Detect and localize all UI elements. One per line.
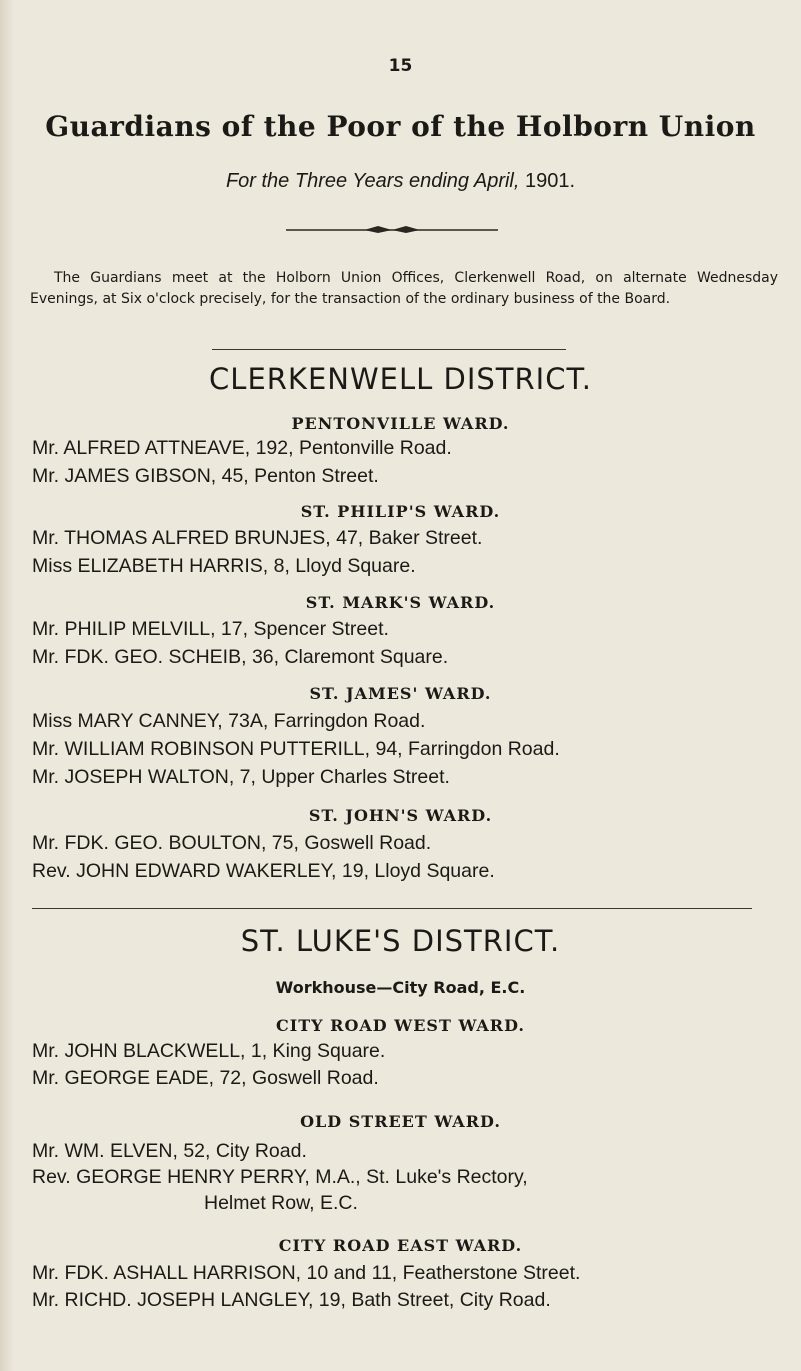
guardian-entry: Rev. GEORGE HENRY PERRY, M.A., St. Luke's Rectory,	[32, 1166, 528, 1188]
guardian-entry-continued: Helmet Row, E.C.	[204, 1192, 358, 1214]
guardian-entry: Rev. JOHN EDWARD WAKERLEY, 19, Lloyd Square.	[32, 860, 495, 882]
subtitle-year: 1901.	[525, 170, 576, 192]
subtitle-text: For the Three Years ending April,	[225, 170, 520, 192]
district-heading-st-lukes: ST. LUKE'S DISTRICT.	[240, 924, 561, 958]
guardian-entry: Mr. WILLIAM ROBINSON PUTTERILL, 94, Farringdon Road.	[32, 738, 560, 760]
section-rule	[212, 349, 566, 350]
ornament-divider	[286, 223, 498, 235]
section-rule	[32, 908, 752, 909]
page-subtitle	[0, 170, 801, 193]
ward-heading-old-street: OLD STREET WARD.	[300, 1112, 501, 1131]
guardian-entry: Mr. PHILIP MELVILL, 17, Spencer Street.	[32, 618, 389, 640]
guardian-entry: Mr. JAMES GIBSON, 45, Penton Street.	[32, 465, 379, 487]
guardian-entry: Mr. RICHD. JOSEPH LANGLEY, 19, Bath Street, City Road.	[32, 1289, 551, 1311]
ward-heading-st-marks: ST. MARK'S WARD.	[305, 593, 496, 612]
page-number: 15	[388, 56, 413, 76]
guardian-entry: Miss MARY CANNEY, 73A, Farringdon Road.	[32, 710, 426, 732]
guardian-entry: Mr. FDK. ASHALL HARRISON, 10 and 11, Featherstone Street.	[32, 1262, 581, 1284]
guardian-entry: Mr. WM. ELVEN, 52, City Road.	[32, 1140, 307, 1162]
guardian-entry: Mr. THOMAS ALFRED BRUNJES, 47, Baker Street.	[32, 527, 483, 549]
guardian-entry: Mr. JOHN BLACKWELL, 1, King Square.	[32, 1040, 386, 1062]
guardian-entry: Mr. ALFRED ATTNEAVE, 192, Pentonville Road.	[32, 437, 452, 459]
ward-heading-city-road-east: CITY ROAD EAST WARD.	[278, 1236, 523, 1255]
meeting-notice: The Guardians meet at the Holborn Union Offices, Clerkenwell Road, on alternate Wednesday Evenings, at Six o'clock precisely, for the transaction of the ordinary business of the Board.	[30, 270, 778, 307]
district-heading-clerkenwell: CLERKENWELL DISTRICT.	[209, 362, 592, 396]
ward-heading-pentonville: PENTONVILLE WARD.	[291, 414, 510, 433]
guardian-entry: Mr. GEORGE EADE, 72, Goswell Road.	[32, 1067, 379, 1089]
guardian-entry: Mr. FDK. GEO. BOULTON, 75, Goswell Road.	[32, 832, 432, 854]
workhouse-note: Workhouse—City Road, E.C.	[275, 978, 526, 997]
ward-heading-st-james: ST. JAMES' WARD.	[309, 684, 492, 703]
guardian-entry: Mr. FDK. GEO. SCHEIB, 36, Claremont Square.	[32, 646, 449, 668]
guardian-entry: Mr. JOSEPH WALTON, 7, Upper Charles Street.	[32, 766, 450, 788]
ward-heading-st-philips: ST. PHILIP'S WARD.	[300, 502, 501, 521]
guardian-entry: Miss ELIZABETH HARRIS, 8, Lloyd Square.	[32, 555, 416, 577]
page-title: Guardians of the Poor of the Holborn Union	[45, 110, 756, 143]
ward-heading-city-road-west: CITY ROAD WEST WARD.	[276, 1016, 525, 1035]
ward-heading-st-johns: ST. JOHN'S WARD.	[308, 806, 493, 825]
